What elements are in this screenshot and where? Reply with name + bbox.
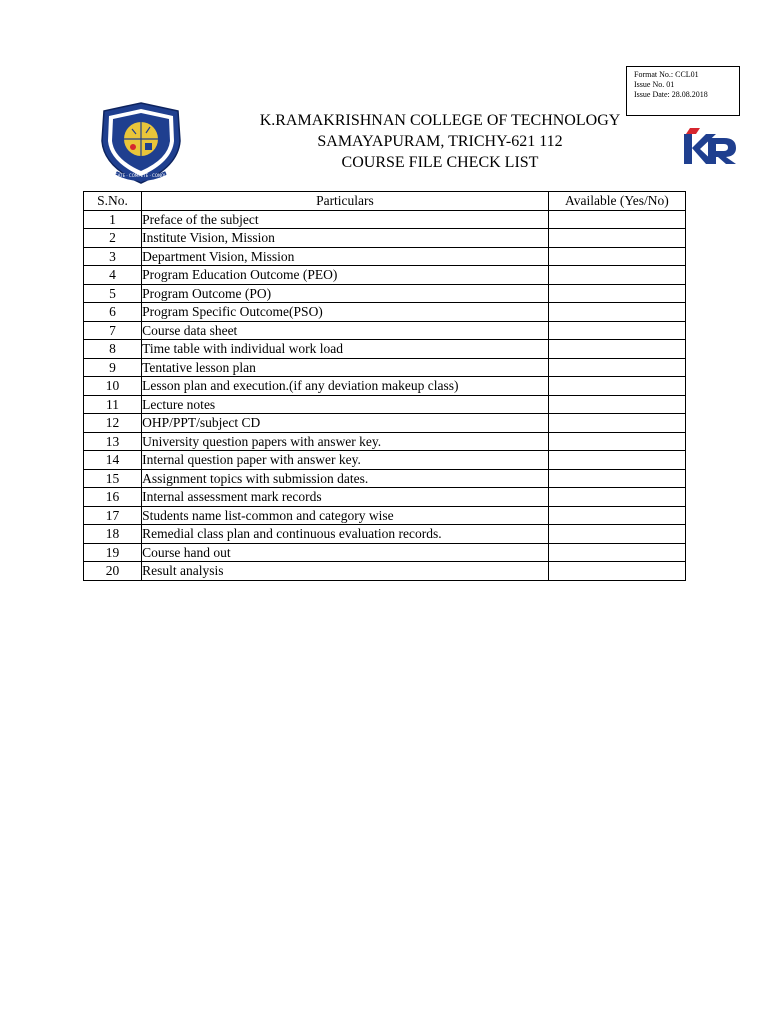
- row-particular: Time table with individual work load: [142, 340, 549, 359]
- table-row: [84, 395, 686, 414]
- row-particular: Preface of the subject: [142, 210, 549, 229]
- row-particular: Course hand out: [142, 543, 549, 562]
- college-address: SAMAYAPURAM, TRICHY-621 112: [317, 133, 563, 150]
- table-row: [84, 562, 686, 581]
- row-available: [548, 543, 685, 562]
- row-available: [548, 525, 685, 544]
- row-particular: University question papers with answer key.: [142, 432, 549, 451]
- row-available: [548, 210, 685, 229]
- kr-brand-logo: [682, 126, 740, 166]
- college-name: K.RAMAKRISHNAN COLLEGE OF TECHNOLOGY: [259, 112, 621, 129]
- header-sno: S.No.: [84, 192, 142, 211]
- row-particular: OHP/PPT/subject CD: [142, 414, 549, 433]
- row-sno: 16: [84, 488, 142, 507]
- row-sno: 17: [84, 506, 142, 525]
- header-particulars: Particulars: [142, 192, 549, 211]
- table-row: [84, 340, 686, 359]
- seal-motto: CREATE · COMPETE · CONQUER: [109, 173, 173, 178]
- row-sno: 5: [84, 284, 142, 303]
- table-row: [84, 469, 686, 488]
- row-particular: Department Vision, Mission: [142, 247, 549, 266]
- table-row: [84, 266, 686, 285]
- row-particular: Remedial class plan and continuous evaluation records.: [142, 525, 549, 544]
- row-sno: 2: [84, 229, 142, 248]
- table-row: [84, 210, 686, 229]
- row-sno: 7: [84, 321, 142, 340]
- document-title: COURSE FILE CHECK LIST: [341, 154, 539, 171]
- row-particular: Program Specific Outcome(PSO): [142, 303, 549, 322]
- row-sno: 1: [84, 210, 142, 229]
- row-sno: 3: [84, 247, 142, 266]
- row-sno: 12: [84, 414, 142, 433]
- row-available: [548, 247, 685, 266]
- format-info-box: [626, 66, 740, 116]
- table-header-row: [84, 192, 686, 211]
- row-sno: 8: [84, 340, 142, 359]
- row-available: [548, 395, 685, 414]
- row-sno: 20: [84, 562, 142, 581]
- row-particular: Program Education Outcome (PEO): [142, 266, 549, 285]
- row-available: [548, 414, 685, 433]
- table-row: [84, 451, 686, 470]
- header-available: Available (Yes/No): [548, 192, 685, 211]
- table-row: [84, 506, 686, 525]
- row-sno: 6: [84, 303, 142, 322]
- row-sno: 11: [84, 395, 142, 414]
- table-row: [84, 358, 686, 377]
- table-row: [84, 377, 686, 396]
- row-particular: Program Outcome (PO): [142, 284, 549, 303]
- row-sno: 10: [84, 377, 142, 396]
- table-row: [84, 432, 686, 451]
- row-particular: Result analysis: [142, 562, 549, 581]
- college-seal-logo: [96, 101, 186, 185]
- row-particular: Lecture notes: [142, 395, 549, 414]
- table-row: [84, 247, 686, 266]
- table-row: [84, 543, 686, 562]
- row-available: [548, 469, 685, 488]
- row-particular: Course data sheet: [142, 321, 549, 340]
- row-available: [548, 340, 685, 359]
- row-particular: Internal question paper with answer key.: [142, 451, 549, 470]
- row-available: [548, 377, 685, 396]
- row-sno: 14: [84, 451, 142, 470]
- table-row: [84, 488, 686, 507]
- issue-date: Issue Date: 28.08.2018: [634, 90, 708, 99]
- row-particular: Lesson plan and execution.(if any deviation makeup class): [142, 377, 549, 396]
- row-available: [548, 229, 685, 248]
- row-available: [548, 562, 685, 581]
- row-available: [548, 358, 685, 377]
- row-available: [548, 303, 685, 322]
- table-row: [84, 525, 686, 544]
- table-row: [84, 321, 686, 340]
- table-row: [84, 414, 686, 433]
- row-particular: Internal assessment mark records: [142, 488, 549, 507]
- row-available: [548, 432, 685, 451]
- row-sno: 19: [84, 543, 142, 562]
- format-number: Format No.: CCL01: [634, 70, 699, 79]
- row-particular: Students name list-common and category wise: [142, 506, 549, 525]
- row-sno: 4: [84, 266, 142, 285]
- row-available: [548, 506, 685, 525]
- row-particular: Institute Vision, Mission: [142, 229, 549, 248]
- row-available: [548, 266, 685, 285]
- row-sno: 18: [84, 525, 142, 544]
- row-sno: 15: [84, 469, 142, 488]
- row-sno: 13: [84, 432, 142, 451]
- table-row: [84, 303, 686, 322]
- row-particular: Tentative lesson plan: [142, 358, 549, 377]
- table-row: [84, 229, 686, 248]
- checklist-table: [83, 191, 686, 581]
- table-row: [84, 284, 686, 303]
- row-particular: Assignment topics with submission dates.: [142, 469, 549, 488]
- row-available: [548, 488, 685, 507]
- row-available: [548, 284, 685, 303]
- row-available: [548, 321, 685, 340]
- row-sno: 9: [84, 358, 142, 377]
- row-available: [548, 451, 685, 470]
- issue-number: Issue No. 01: [634, 80, 675, 89]
